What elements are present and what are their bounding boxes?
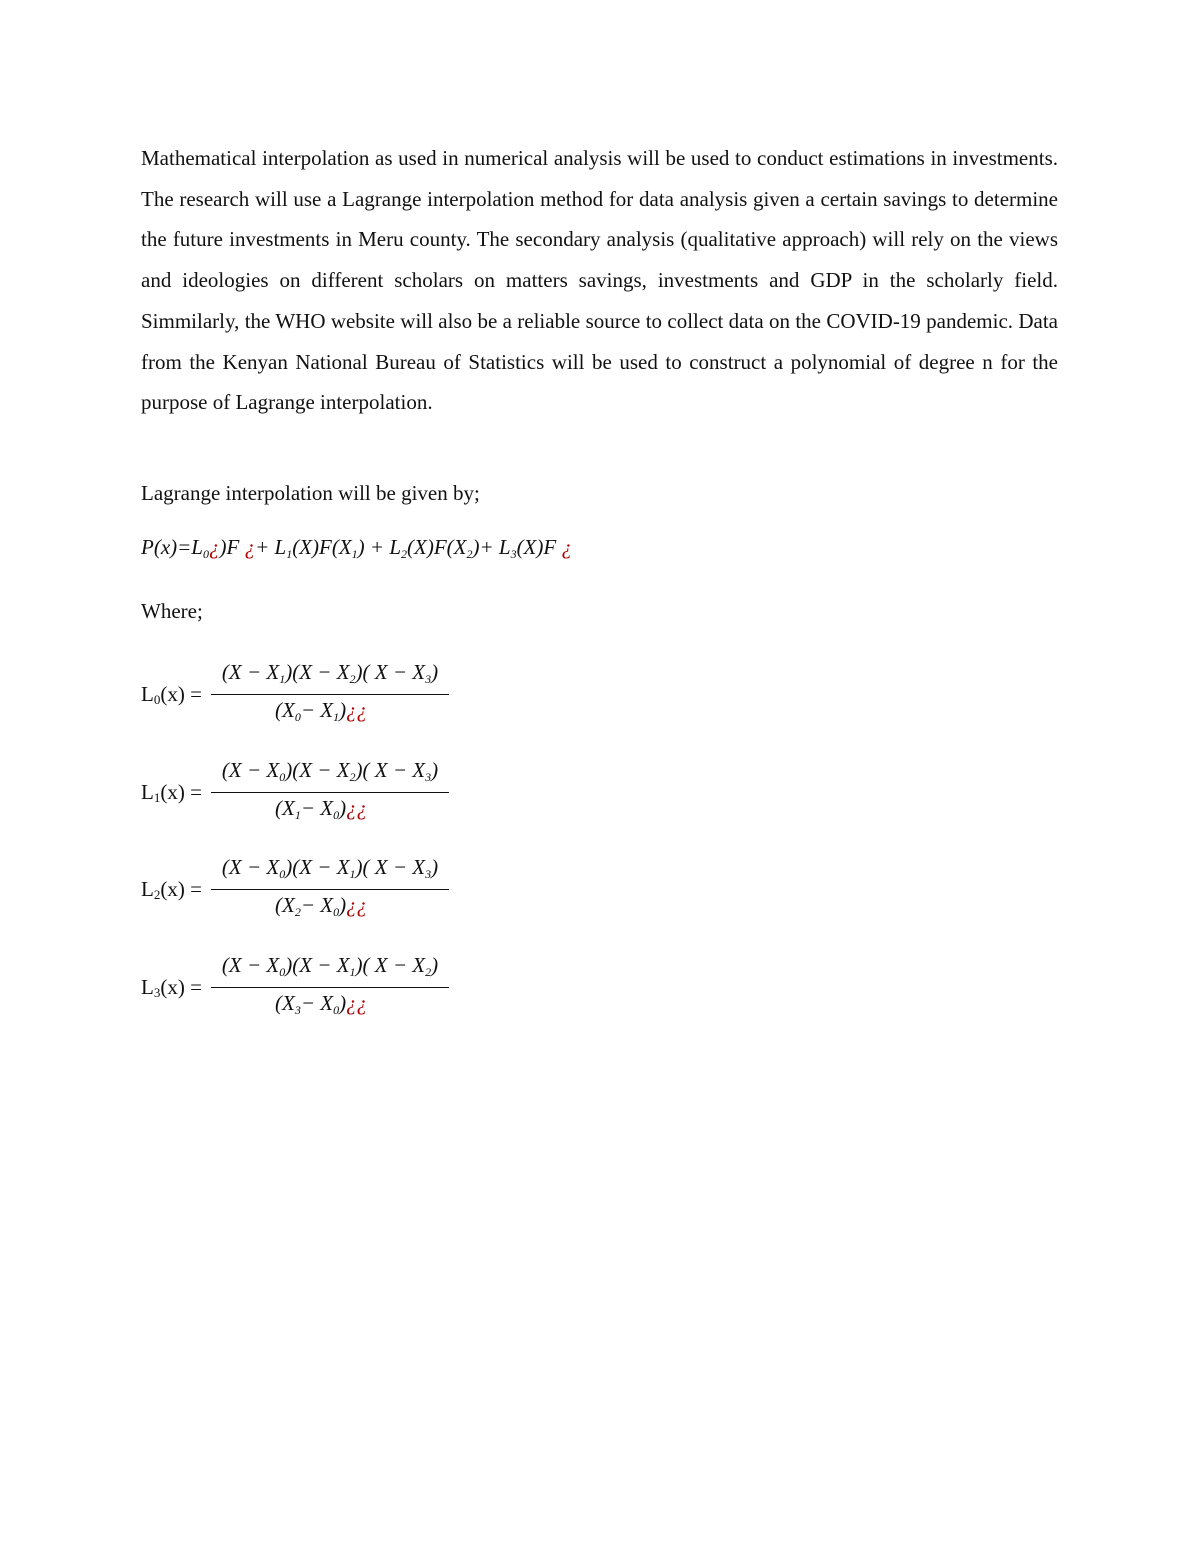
eq-glyph: ¿¿ [346,796,368,820]
basis-label: $L_0(x)$ = [141,682,202,707]
fraction-bar [211,792,449,793]
basis-l2 [141,853,481,933]
eq-text: + L [255,535,287,559]
eq-text: )+ L [472,535,511,559]
lagrange-polynomial-equation [141,535,572,560]
eq-subscript: 1 [351,547,358,561]
eq-text: P(x)=L [141,535,203,559]
eq-text: ) + L [357,535,401,559]
eq-glyph: ¿¿ [346,893,368,917]
eq-glyph: ¿ [244,535,256,559]
eq-text: )F [219,535,245,559]
eq-subscript: 1 [286,547,293,561]
fraction-bar [211,694,449,695]
eq-subscript: 0 [203,547,209,561]
fraction-denominator: ($X_1-$ $X_0)¿¿$ [275,796,368,822]
basis-label: $L_1(x)$ = [141,780,202,805]
basis-l0 [141,658,481,738]
eq-text: (X)F(X [292,535,352,559]
fraction-denominator: ($X_3-$ $X_0)¿¿$ [275,991,368,1017]
basis-l3 [141,951,481,1031]
basis-label: $L_3(x)$ = [141,975,202,1000]
eq-glyph: ¿¿ [346,991,368,1015]
fraction-numerator: $(X - X_0)(X - X_1)$( $X - X_3$) [221,855,439,881]
fraction-denominator: ($X_0-$ $X_1)¿¿$ [275,698,368,724]
eq-text: (X)F [516,535,562,559]
eq-text: (X)F(X [407,535,467,559]
fraction-denominator: ($X_2-$ $X_0)¿¿$ [275,893,368,919]
basis-l1 [141,756,481,836]
fraction-numerator: $(X - X_0)(X - X_1)$( $X - X_2$) [221,953,439,979]
fraction-numerator: $(X - X_1)(X - X_2)$( $X - X_3$) [221,660,439,686]
basis-label: $L_2(x)$ = [141,877,202,902]
fraction-bar [211,889,449,890]
eq-glyph: ¿¿ [346,698,368,722]
body-paragraph: Mathematical interpolation as used in numerical analysis will be used to conduct estimations in investments. The research will use a Lagrange interpolation method for data analysis given a certain savings to determine the future investments in Meru county. The secondary analysis (qualitative approach) will rely on the views and ideologies on different scholars on matters savings, investments and GDP in the scholarly field. Simmilarly, the WHO website will also be a reliable source to collect data on the COVID-19 pandemic. Data from the Kenyan National Bureau of Statistics will be used to construct a polynomial of degree n for the purpose of Lagrange interpolation. [141,146,1058,415]
equation-intro: Lagrange interpolation will be given by; [141,481,480,505]
fraction-numerator: $(X - X_0)(X - X_2)$( $X - X_3$) [221,758,439,784]
fraction-bar [211,987,449,988]
eq-subscript: 2 [466,547,473,561]
where-label: Where; [141,599,203,623]
eq-glyph: ¿ [561,535,572,559]
eq-subscript: 2 [401,547,407,561]
eq-glyph: ¿ [209,535,220,559]
eq-subscript: 3 [510,547,517,561]
